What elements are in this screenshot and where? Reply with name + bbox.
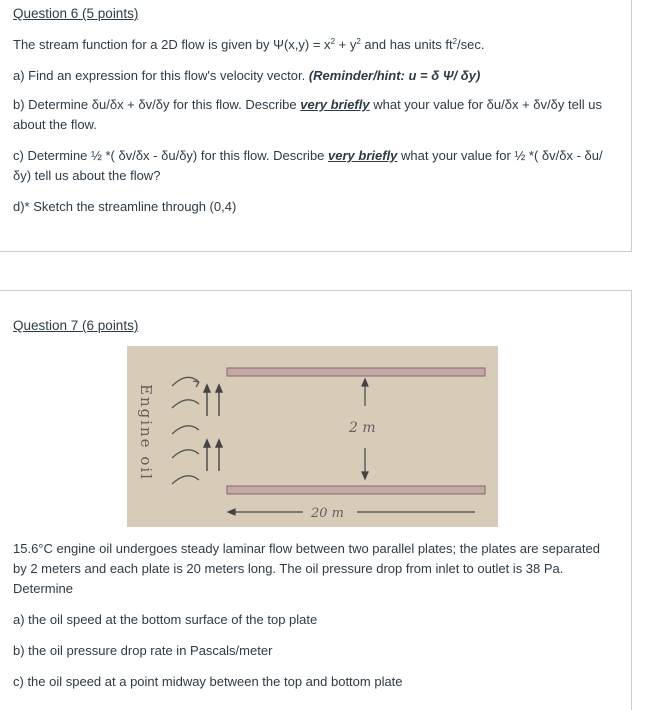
part-a-text: a) Find an expression for this flow's velocity vector. (13, 68, 309, 83)
exponent-1: 2 (330, 37, 336, 46)
question-7-part-a: a) the oil speed at the bottom surface of the top plate (13, 612, 318, 627)
question-6-part-d: d)* Sketch the streamline through (0,4) (13, 199, 237, 214)
part-b-text-2: what your value for δu/δx + δv/δy tell us about the flow. (13, 97, 602, 132)
part-a-hint: (Reminder/hint: u = δ Ψ/ δy) (308, 68, 481, 83)
question-6-part-b (13, 95, 613, 135)
question-7-intro: 15.6°C engine oil undergoes steady laminar flow between two parallel plates; the plates are separated by 2 meters and each plate is 20 meters long. The oil pressure drop from inlet to outlet is 38 Pa. Determine (13, 541, 600, 596)
question-6-card (0, 0, 632, 252)
part-c-text-1: c) Determine ½ *( δv/δx - δu/δy) for this flow. Describe (13, 148, 329, 163)
question-6-part-a (13, 66, 613, 86)
question-6-title: Question 6 (5 points) (13, 6, 139, 21)
parallel-plates-figure (127, 346, 498, 527)
question-7-part-c: c) the oil speed at a point midway between the top and bottom plate (13, 674, 403, 689)
part-b-emphasis: very briefly (300, 97, 370, 112)
question-7-title: Question 7 (6 points) (13, 318, 139, 333)
question-7-card (0, 290, 632, 710)
intro-text-4: /sec. (457, 37, 485, 52)
exponent-2: 2 (356, 37, 361, 46)
part-c-text-2: what your value for ½ *( δv/δx - δu/δy) tell us about the flow? (13, 148, 603, 183)
bottom-plate (227, 486, 485, 494)
part-b-text-1: b) Determine δu/δx + δv/δy for this flow. Describe (13, 97, 301, 112)
intro-text-1: The stream function for a 2D flow is given by Ψ(x,y) = x (13, 37, 331, 52)
length-label: 20 m (311, 506, 345, 521)
top-plate (227, 368, 485, 376)
exponent-3: 2 (452, 37, 458, 46)
question-6-intro (13, 35, 613, 55)
engine-oil-label: Engine oil (137, 384, 155, 481)
gap-label: 2 m (349, 420, 376, 436)
question-6-part-c (13, 146, 613, 186)
intro-text-2: + y (335, 37, 357, 52)
intro-text-3: and has units ft (360, 37, 453, 52)
question-7-part-b: b) the oil pressure drop rate in Pascals/meter (13, 643, 273, 658)
part-c-emphasis: very briefly (328, 148, 398, 163)
